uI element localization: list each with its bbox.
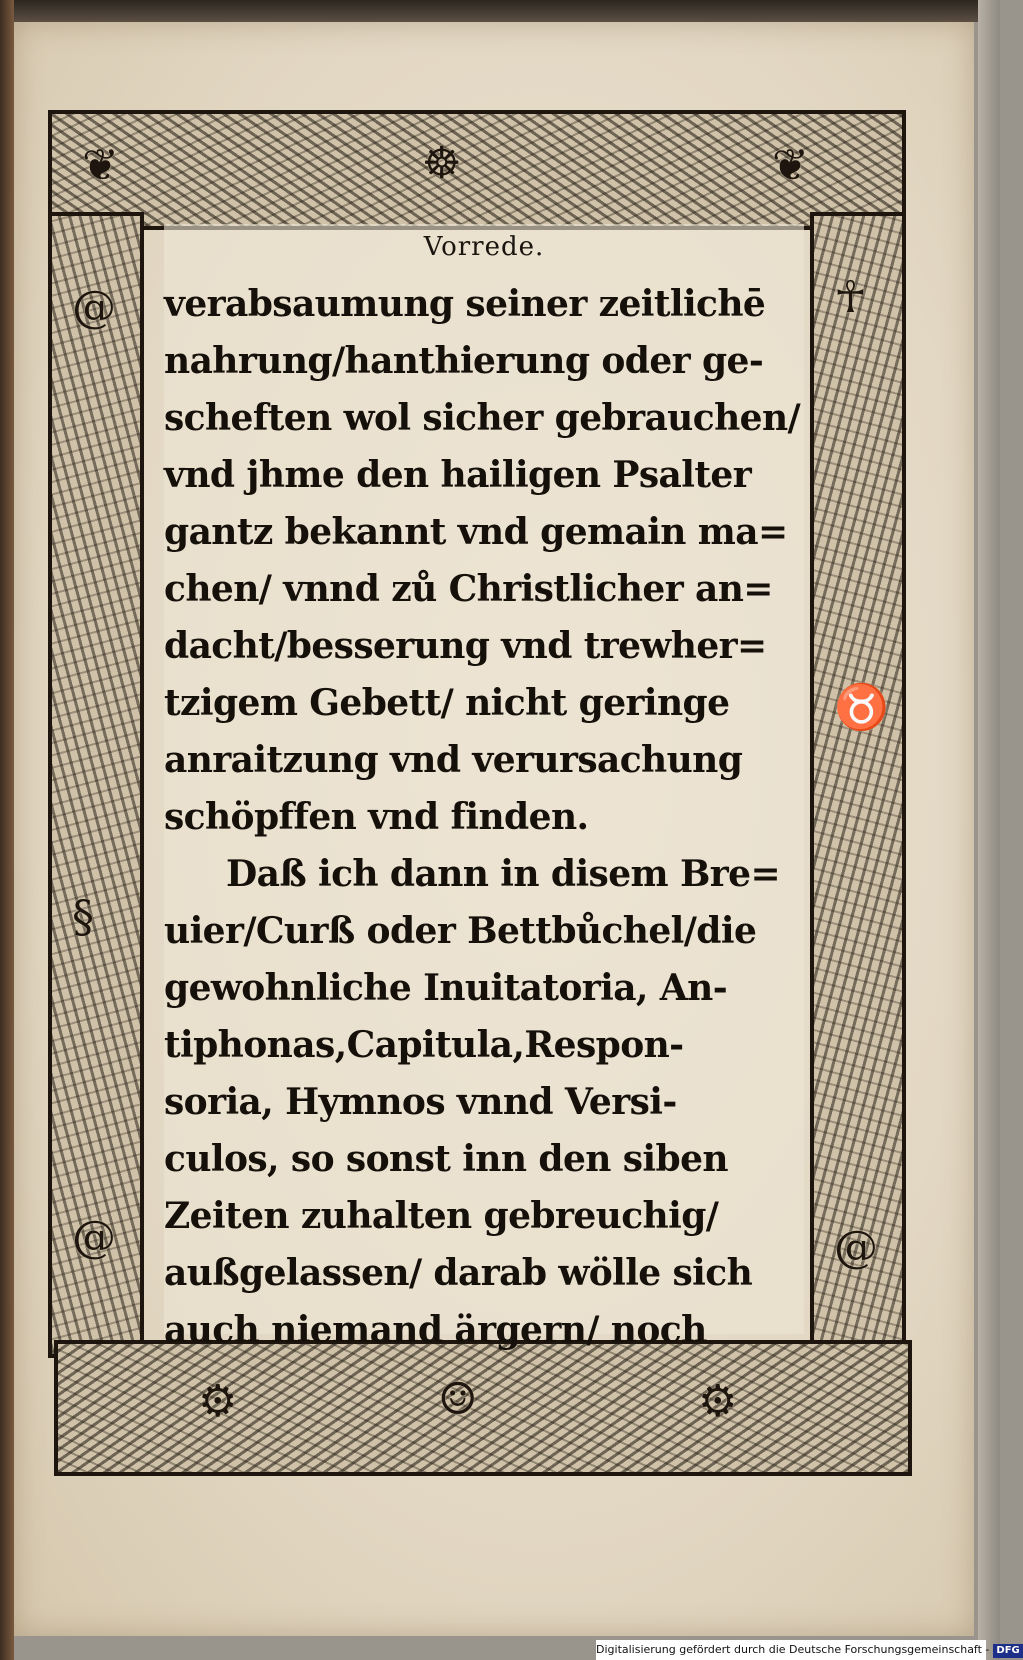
scroll-ornament-icon: @	[72, 282, 116, 333]
text-line: Daß ich dann in disem Bre=	[226, 853, 781, 895]
cannon-wheel-ornament-icon: ⚙	[698, 1376, 738, 1427]
animal-ornament-icon: ❦	[82, 140, 119, 191]
text-line: auch niemand ärgern/ noch	[164, 1309, 707, 1351]
animal-ornament-icon: ❦	[772, 140, 809, 191]
text-lines	[164, 276, 804, 1359]
text-line: soria, Hymnos vnnd Versi-	[164, 1081, 677, 1123]
text-line: schöpffen vnd finden.	[164, 796, 589, 838]
text-line: uier/Curß oder Bettbůchel/die	[164, 910, 757, 952]
woodcut-border-right	[810, 212, 906, 1358]
face-ornament-icon: ☺	[438, 1374, 478, 1425]
scroll-ornament-icon: §	[72, 892, 94, 943]
dfg-logo: DFG	[993, 1644, 1022, 1658]
text-line: culos, so sonst inn den siben	[164, 1138, 728, 1180]
text-line: scheften wol sicher gebrauchen/	[164, 397, 801, 439]
text-line: Zeiten zuhalten gebreuchig/	[164, 1195, 719, 1237]
running-head: Vorrede.	[423, 232, 545, 262]
text-line: tiphonas,Capitula,Respon-	[164, 1024, 684, 1066]
text-line: verabsaumung seiner zeitlichē	[164, 283, 766, 325]
mask-ornament-icon: ☸	[422, 138, 462, 189]
woodcut-border-left	[48, 212, 144, 1358]
text-line: nahrung/hanthierung oder ge-	[164, 340, 764, 382]
scan-edge-top	[0, 0, 1000, 22]
text-block	[164, 224, 804, 1351]
text-line: gewohnliche Inuitatoria, An-	[164, 967, 728, 1009]
credit-text: Digitalisierung gefördert durch die Deutsche Forschungsgemeinschaft -	[596, 1643, 990, 1656]
text-line: tzigem Gebett/ nicht geringe	[164, 682, 730, 724]
cannon-wheel-ornament-icon: ⚙	[198, 1376, 238, 1427]
woodcut-border-top	[48, 110, 906, 230]
book-page	[14, 22, 974, 1636]
text-line: gantz bekannt vnd gemain ma=	[164, 511, 788, 553]
text-line: außgelassen/ darab wölle sich	[164, 1252, 753, 1294]
goat-head-ornament-icon: ♉	[834, 682, 889, 733]
scan-edge-left	[0, 0, 14, 1660]
text-line: vnd jhme den hailigen Psalter	[164, 454, 752, 496]
woodcut-border-bottom	[54, 1340, 912, 1476]
digitization-credit	[596, 1640, 1020, 1660]
text-line: chen/ vnnd zů Christlicher an=	[164, 568, 773, 610]
scan-edge-right	[978, 0, 1000, 1660]
text-line: anraitzung vnd verursachung	[164, 739, 743, 781]
spiral-ornament-icon: @	[72, 1212, 116, 1263]
spiral-ornament-icon: @	[834, 1222, 878, 1273]
figure-ornament-icon: ☥	[834, 272, 867, 323]
text-line: dacht/besserung vnd trewher=	[164, 625, 767, 667]
